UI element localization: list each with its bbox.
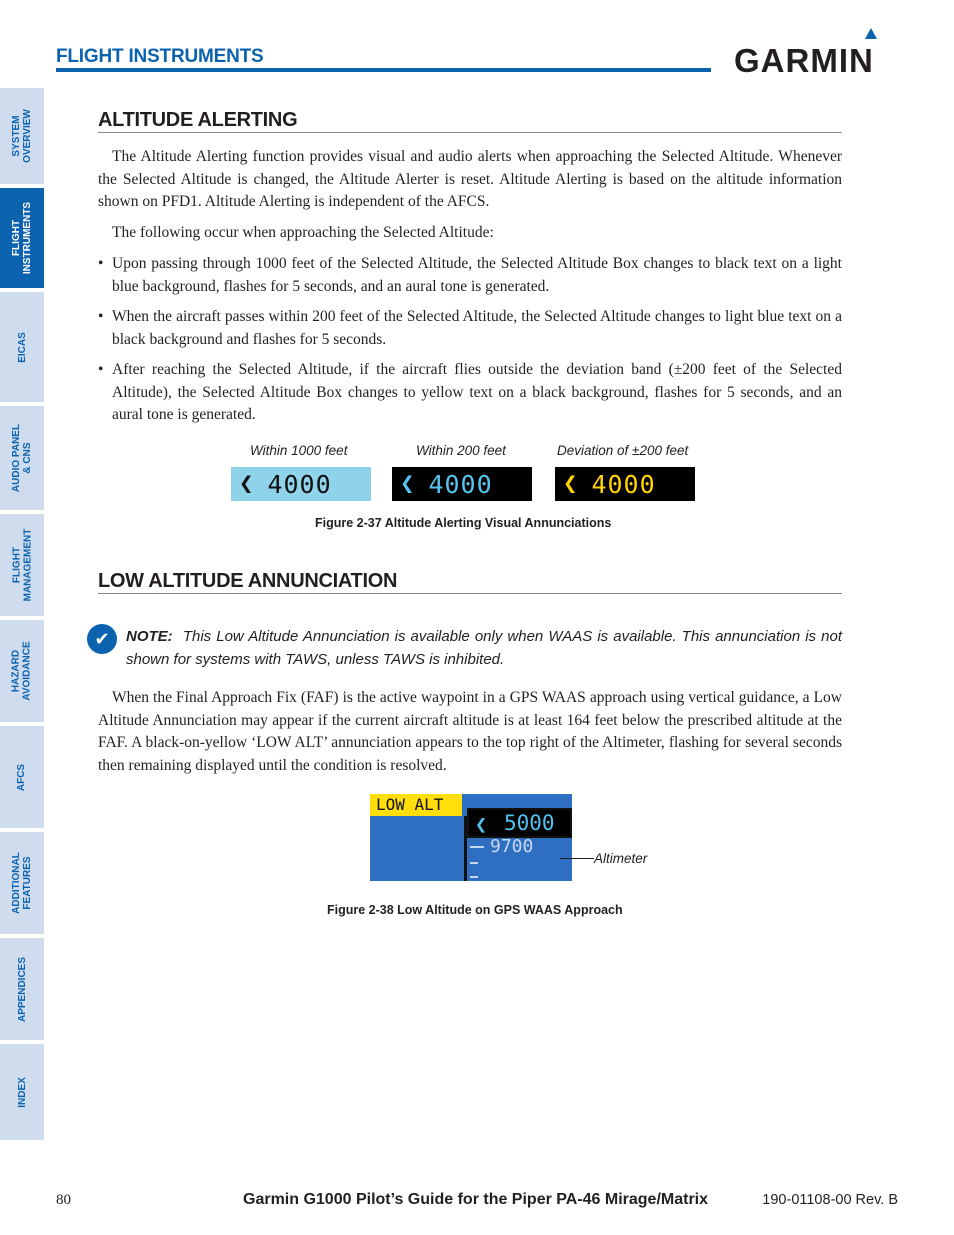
selected-altitude-box-1000ft xyxy=(231,467,371,501)
tab-index[interactable]: INDEX xyxy=(0,1044,44,1140)
bullet-text: After reaching the Selected Altitude, if the aircraft flies outside the deviation band (±200 feet of the Selected Altitude), the Selected Altitude Box changes to yellow text on a black background, flashes for 5 seconds, and an aural tone is generated. xyxy=(112,361,842,423)
low-altitude-display xyxy=(370,794,572,881)
tape-value: 9700 xyxy=(490,836,534,857)
bullet-marker: • xyxy=(98,361,104,378)
tab-additional-features[interactable]: ADDITIONAL FEATURES xyxy=(0,832,44,934)
tab-eicas[interactable]: EICAS xyxy=(0,292,44,402)
heading-low-altitude: LOW ALTITUDE ANNUNCIATION xyxy=(98,570,398,592)
footer-title: Garmin G1000 Pilot’s Guide for the Piper PA-46 Mirage/Matrix xyxy=(243,1191,709,1208)
paragraph: The following occur when approaching the Selected Altitude: xyxy=(112,224,494,241)
bullet-text: Upon passing through 1000 feet of the Selected Altitude, the Selected Altitude Box changes to black text on a light blue background, flashes for 5 seconds, and an aural tone is generated. xyxy=(112,255,842,295)
selected-altitude-value: 4000 xyxy=(428,469,493,499)
selected-altitude-box-200ft xyxy=(392,467,532,501)
bug-icon: ❮ xyxy=(400,472,415,499)
selected-altitude-value: 4000 xyxy=(591,469,656,499)
tab-flight-management[interactable]: FLIGHT MANAGEMENT xyxy=(0,514,44,616)
bug-icon: ❮ xyxy=(475,815,488,838)
figure-label: Within 200 feet xyxy=(416,443,506,458)
figure-label: Deviation of ±200 feet xyxy=(557,443,689,458)
bug-icon: ❮ xyxy=(563,472,578,499)
tab-hazard-avoidance[interactable]: HAZARD AVOIDANCE xyxy=(0,620,44,722)
heading-rule xyxy=(98,132,842,133)
selected-altitude-value: 5000 xyxy=(504,811,555,835)
altimeter-callout: Altimeter xyxy=(594,851,648,866)
heading-altitude-alerting: ALTITUDE ALERTING xyxy=(98,109,298,131)
note-label: NOTE: xyxy=(126,628,173,645)
selected-altitude-box-deviation xyxy=(555,467,695,501)
bullet-text: When the aircraft passes within 200 feet of the Selected Altitude, the Selected Altitude changes to light blue text on a black background and flashes for 5 seconds. xyxy=(112,308,842,348)
section-title: FLIGHT INSTRUMENTS xyxy=(56,46,264,67)
selected-altitude-value: 4000 xyxy=(267,469,332,499)
paragraph: The Altitude Alerting function provides visual and audio alerts when approaching the Selected Altitude. Whenever the Selected Altitude is changed, the Altitude Alerter is reset. Altitude Alerting is based on the altitude information shown on PFD1. Altitude Alerting is independent of the AFCS. xyxy=(98,148,842,210)
note xyxy=(126,626,842,671)
paragraph: When the Final Approach Fix (FAF) is the active waypoint in a GPS WAAS approach using vertical guidance, a Low Altitude Annunciation may appear if the current aircraft altitude is at least 164 feet below the prescribed altitude at the FAF. A black-on-yellow ‘LOW ALT’ annunciation appears to the top right of the Altimeter, flashing for several seconds then remaining displayed until the condition is resolved. xyxy=(98,689,842,774)
svg-text:GARMIN: GARMIN xyxy=(734,42,874,76)
low-alt-annunciation: LOW ALT xyxy=(370,794,462,816)
tape-tick xyxy=(470,862,478,864)
altimeter-tape xyxy=(470,838,570,881)
header-rule xyxy=(56,68,711,72)
tape-tick xyxy=(470,876,478,878)
tape-tick xyxy=(470,846,484,848)
tab-audio-panel-cns[interactable]: AUDIO PANEL & CNS xyxy=(0,406,44,510)
tab-afcs[interactable]: AFCS xyxy=(0,726,44,828)
heading-rule xyxy=(98,593,842,594)
bullet-marker: • xyxy=(98,255,104,272)
tab-system-overview[interactable]: SYSTEM OVERVIEW xyxy=(0,88,44,184)
note-text: This Low Altitude Annunciation is available only when WAAS is available. This annunciation is not shown for systems with TAWS, unless TAWS is inhibited. xyxy=(126,628,842,668)
tab-appendices[interactable]: APPENDICES xyxy=(0,938,44,1040)
garmin-logo xyxy=(734,26,899,76)
page-number: 80 xyxy=(56,1192,71,1208)
bug-icon: ❮ xyxy=(239,472,254,499)
figure-label: Within 1000 feet xyxy=(250,443,348,458)
document-number: 190-01108-00 Rev. B xyxy=(762,1192,898,1208)
tab-flight-instruments[interactable]: FLIGHT INSTRUMENTS xyxy=(0,188,44,288)
checkmark-icon: ✔ xyxy=(87,624,117,654)
selected-altitude-box xyxy=(467,808,572,838)
callout-leader xyxy=(560,858,594,859)
figure-caption: Figure 2-37 Altitude Alerting Visual Annunciations xyxy=(315,516,612,530)
figure-caption: Figure 2-38 Low Altitude on GPS WAAS Approach xyxy=(327,903,623,917)
bullet-marker: • xyxy=(98,308,104,325)
